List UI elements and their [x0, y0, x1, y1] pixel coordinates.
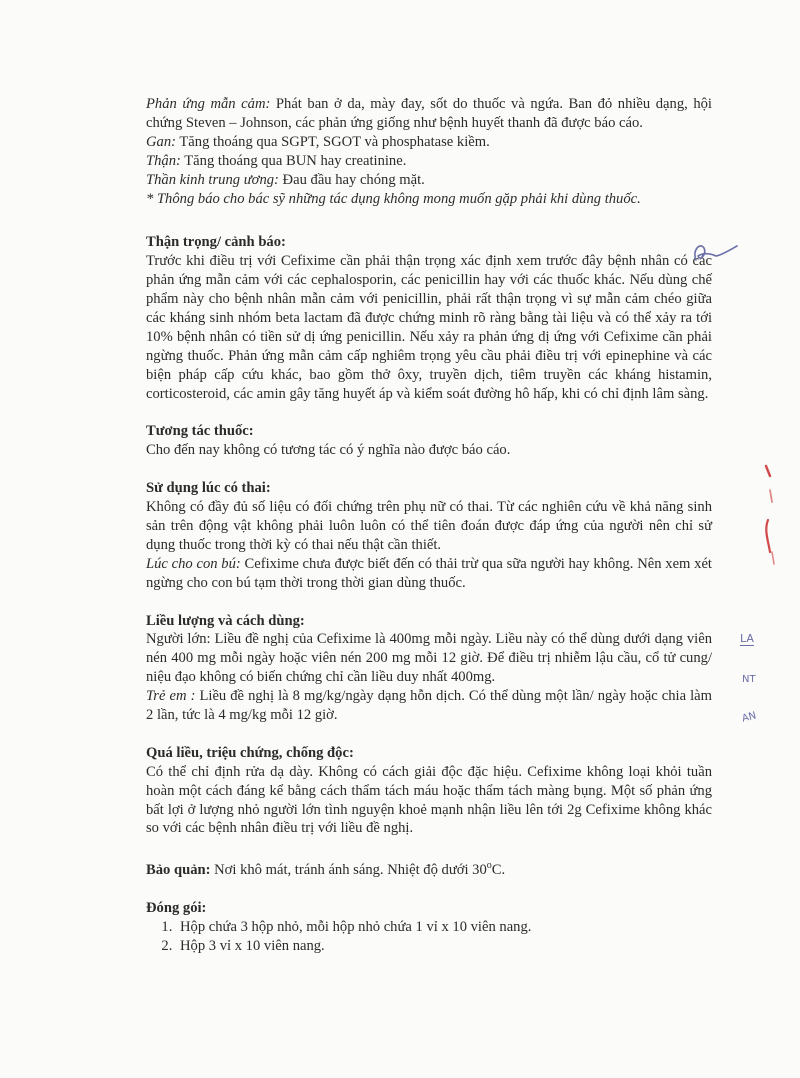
lactation-paragraph: [146, 555, 712, 593]
lactation-text: Cefixime chưa được biết đến có thải trừ qua sữa người hay không. Nên xem xét ngừng cho con bú tạm thời trong thời gian dùng thuốc.: [146, 555, 712, 591]
pregnancy-heading: Sử dụng lúc có thai:: [146, 480, 271, 497]
interactions-heading: Tương tác thuốc:: [146, 423, 254, 440]
liver-paragraph: [146, 133, 712, 152]
degree-sign: o: [486, 860, 492, 872]
list-item: 1. Hộp chứa 3 hộp nhỏ, mỗi hộp nhỏ chứa 1 vỉ x 10 viên nang.: [176, 918, 712, 937]
allergy-label: Phản ứng mẫn cảm:: [146, 96, 271, 112]
child-dosage-paragraph: [146, 687, 712, 725]
red-stamp-edge: [760, 460, 780, 570]
cns-paragraph: [146, 171, 712, 190]
doctor-notice: * Thông báo cho bác sỹ những tác dụng không mong muốn gặp phải khi dùng thuốc.: [146, 190, 641, 207]
margin-mark-2: NT: [742, 674, 756, 685]
liver-label: Gan:: [146, 133, 176, 150]
allergy-paragraph: [146, 95, 712, 133]
child-dosage-text: Liều đề nghị là 8 mg/kg/ngày dạng hỗn dịch. Có thể dùng một lần/ ngày hoặc chia làm 2 lần, tức là 4 mg/kg mỗi 12 giờ.: [146, 688, 712, 724]
child-label: Trẻ em :: [146, 688, 196, 705]
dosage-heading: Liều lượng và cách dùng:: [146, 612, 305, 629]
lactation-label: Lúc cho con bú:: [146, 555, 241, 572]
margin-mark-3: AN: [740, 710, 758, 725]
list-item: 2. Hộp 3 vỉ x 10 viên nang.: [176, 937, 712, 956]
kidney-label: Thận:: [146, 152, 181, 169]
packaging-heading: Đóng gói:: [146, 899, 207, 916]
margin-mark-1: LA: [740, 632, 754, 645]
handwritten-initial: [690, 238, 740, 272]
precautions-text: Trước khi điều trị với Cefixime cần phải thận trọng xác định xem trước đây bệnh nhân có các phản ứng mẫn cảm với các cephalosporin, các penicillin hay với các thuốc khác. Nếu dùng chế phẩm này cho bệnh nhân mẫn cảm với penicillin, phải rất thận trọng vì sự mẫn cảm chéo giữa các kháng sinh nhóm beta lactam đã được chứng minh rõ ràng bằng tài liệu và có thể xảy ra tới 10% bệnh nhân có tiền sử dị ứng penicillin. Nếu xảy ra phản ứng dị ứng với Cefixime cần phải ngừng thuốc. Phản ứng mẫn cảm cấp nghiêm trọng yêu cầu phải điều trị với epinephine và các biện pháp cấp cứu khác, bao gồm thở ôxy, truyền dịch, tiêm truyền các kháng histamin, corticosteroid, các amin gây tăng huyết áp và kiểm soát đường hô hấp, khi có chỉ định lâm sàng.: [146, 253, 712, 402]
interactions-text: Cho đến nay không có tương tác có ý nghĩa nào được báo cáo.: [146, 442, 511, 459]
allergy-text: Phát ban ở da, mày đay, sốt do thuốc và ngứa. Ban đỏ nhiều dạng, hội chứng Steven – Johnson, các phản ứng giống như bệnh huyết thanh đã được báo cáo.: [146, 96, 712, 131]
adult-dosage-paragraph: [146, 630, 712, 687]
liver-text: Tăng thoáng qua SGPT, SGOT và phosphatase kiềm.: [176, 133, 490, 150]
pregnancy-text: Không có đầy đủ số liệu có đối chứng trên phụ nữ có thai. Từ các nghiên cứu về khả năng sinh sản trên động vật không phải luôn luôn có thể tiên đoán được đáp ứng của người nên chỉ sử dụng thuốc trong thời kỳ có thai nếu thật cần thiết.: [146, 499, 712, 553]
document-page: [146, 95, 712, 956]
storage-text: Nơi khô mát, tránh ánh sáng. Nhiệt độ dưới 30: [210, 862, 487, 879]
cns-text: Đau đầu hay chóng mặt.: [278, 171, 425, 188]
adult-label: Người lớn:: [146, 631, 211, 648]
packaging-list: [146, 918, 712, 956]
kidney-paragraph: [146, 152, 712, 171]
overdose-heading: Quá liều, triệu chứng, chống độc:: [146, 744, 354, 761]
storage-label: Bảo quản:: [146, 862, 211, 879]
kidney-text: Tăng thoáng qua BUN hay creatinine.: [180, 152, 407, 169]
precautions-heading: Thận trọng/ cảnh báo:: [146, 234, 286, 251]
cns-label: Thần kinh trung ương:: [146, 171, 279, 188]
storage-paragraph: [146, 857, 712, 880]
overdose-text: Có thể chỉ định rửa dạ dày. Không có cách giải độc đặc hiệu. Cefixime không loại khỏi tuần hoàn một cách đáng kể bằng cách thẩm tách máu hoặc thẩm tách màng bụng. Một số phản ứng bất lợi ở lượng nhỏ người lớn tình nguyện khoẻ mạnh nhận liều lên tới 2g Cefixime không khác so với các bệnh nhân điều trị với liều đề nghị.: [146, 763, 712, 837]
storage-unit: C.: [491, 862, 506, 879]
adult-dosage-text: Liều đề nghị của Cefixime là 400mg mỗi ngày. Liều này có thể dùng dưới dạng viên nén 400 mg mỗi ngày hoặc viên nén 200 mg mỗi 12 giờ. Để điều trị nhiễm lậu cầu, cổ tử cung/ niệu đạo không có biến chứng chỉ cần liều duy nhất 400mg.: [146, 631, 712, 686]
